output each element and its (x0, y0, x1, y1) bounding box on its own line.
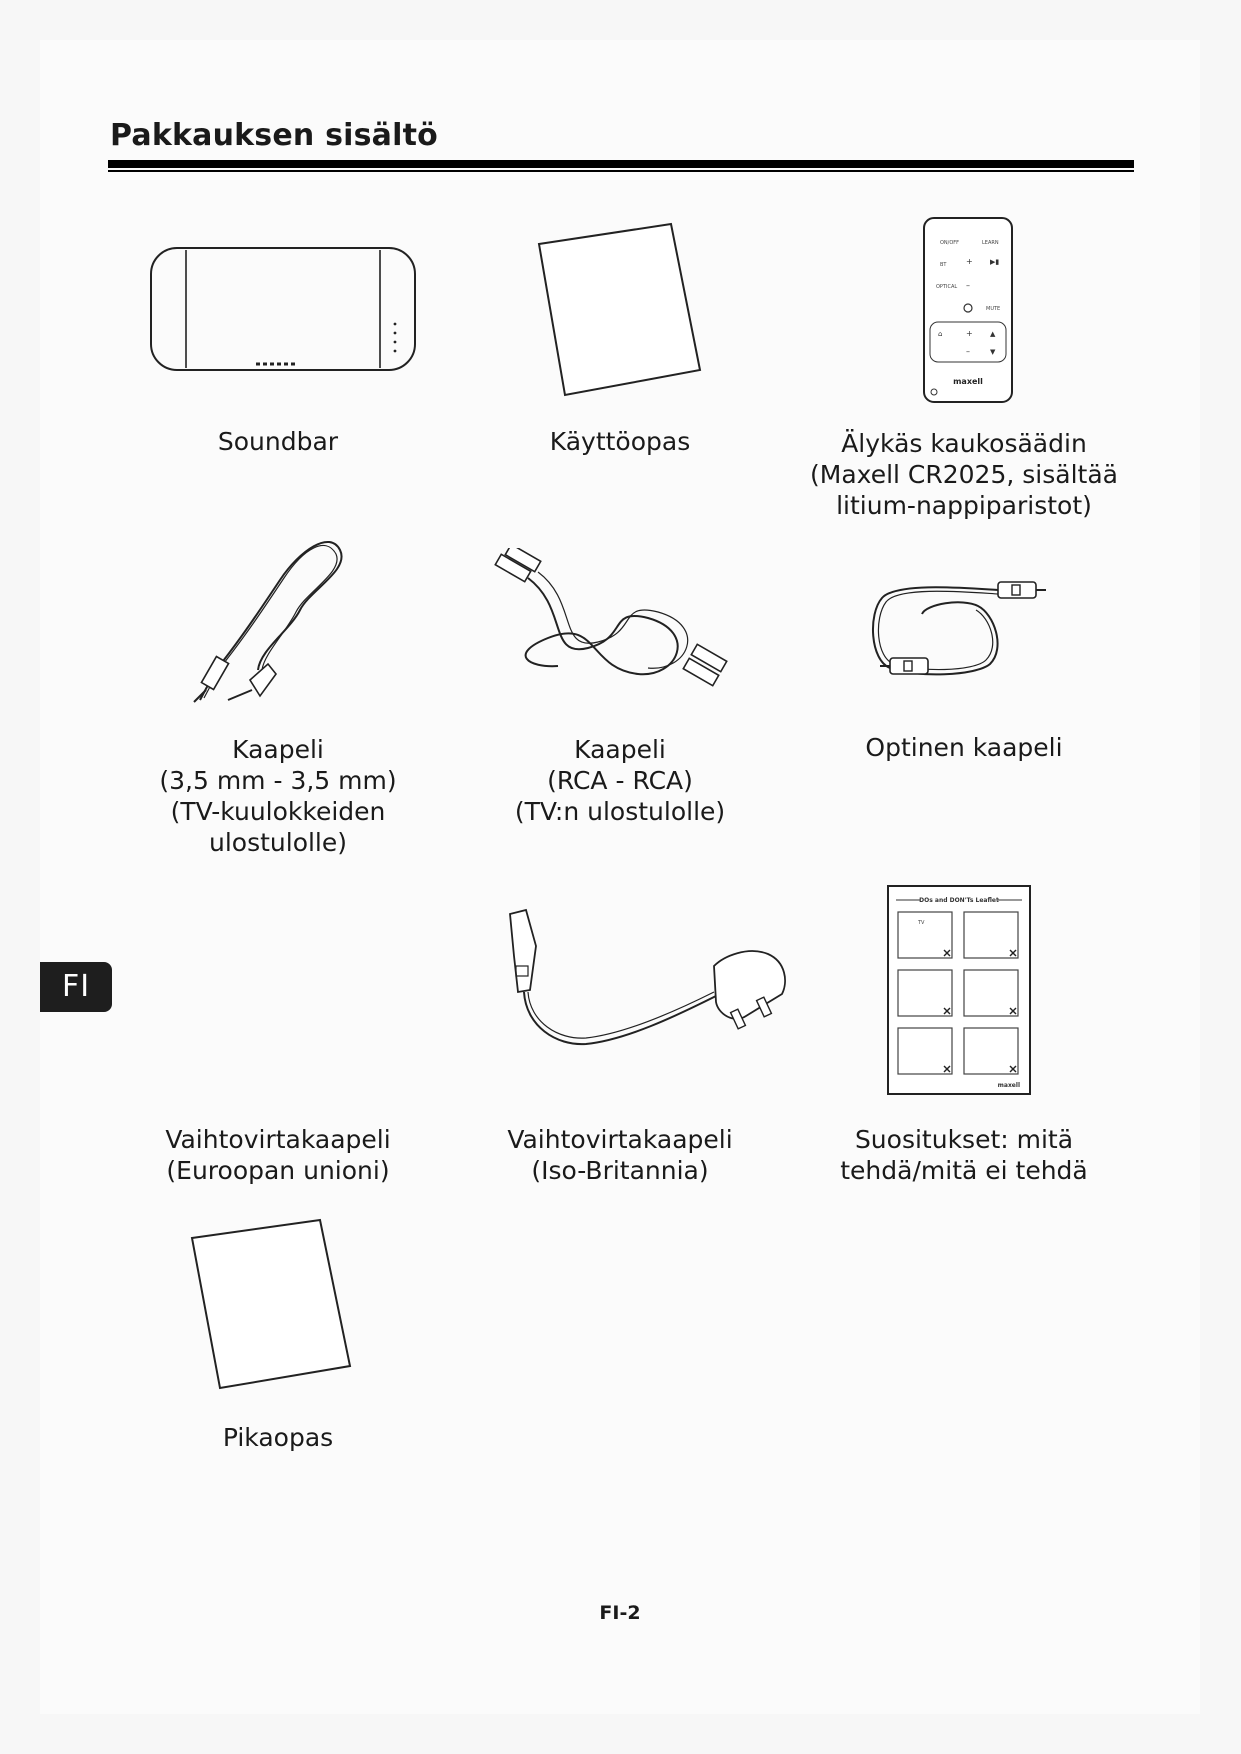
remote-button-learn: LEARN (982, 240, 999, 246)
dos-donts-leaflet-icon (886, 884, 1032, 1096)
svg-text:▲: ▲ (990, 330, 996, 338)
remote-control-icon (920, 214, 1016, 406)
manual-sheet-icon (535, 220, 705, 400)
rca-cable-icon (488, 548, 738, 708)
caption-remote: Älykäs kaukosäädin (Maxell CR2025, sisältää litium-nappiparistot) (810, 429, 1118, 520)
caption-optical-cable: Optinen kaapeli (865, 733, 1063, 762)
caption-dos-donts: Suositukset: mitä tehdä/mitä ei tehdä (840, 1125, 1088, 1185)
page-number: FI-2 (599, 1602, 641, 1624)
leaflet-panel-label: TV (918, 920, 925, 926)
caption-rca-cable: Kaapeli (RCA - RCA) (TV:n ulostulolle) (514, 735, 726, 826)
remote-button-onoff: ON/OFF (940, 240, 960, 246)
aux-cable-icon (180, 530, 370, 720)
soundbar-icon (148, 240, 418, 380)
svg-text:⌂: ⌂ (938, 330, 943, 338)
leaflet-brand: maxell (997, 1082, 1020, 1089)
remote-brand: maxell (953, 377, 983, 386)
svg-text:+: + (966, 329, 973, 338)
leaflet-heading: DOs and DON'Ts Leaflet (919, 897, 999, 904)
caption-eu-power-cable: Vaihtovirtakaapeli (Euroopan unioni) (165, 1125, 391, 1185)
svg-text:▼: ▼ (990, 348, 996, 356)
optical-cable-icon (866, 574, 1056, 686)
page-title: Pakkauksen sisältö (110, 118, 438, 153)
caption-manual: Käyttöopas (549, 427, 691, 456)
caption-uk-power-cable: Vaihtovirtakaapeli (Iso-Britannia) (507, 1125, 733, 1185)
caption-aux-cable: Kaapeli (3,5 mm - 3,5 mm) (TV-kuulokkeiden ulostulolle) (159, 735, 397, 857)
remote-button-optical: OPTICAL (936, 284, 958, 290)
svg-text:–: – (966, 281, 970, 290)
remote-button-mute: MUTE (986, 306, 1001, 312)
quick-guide-sheet-icon (190, 1218, 356, 1390)
title-underline (108, 160, 1134, 168)
svg-text:▶▮: ▶▮ (990, 258, 1000, 266)
caption-quick-guide: Pikaopas (222, 1423, 334, 1452)
language-tab: FI (40, 962, 112, 1012)
uk-power-cable-icon (496, 906, 792, 1056)
svg-text:–: – (966, 347, 970, 356)
remote-button-bt: BT (940, 262, 947, 268)
caption-soundbar: Soundbar (217, 427, 339, 456)
svg-text:+: + (966, 257, 973, 266)
title-underline-thin (108, 170, 1134, 172)
